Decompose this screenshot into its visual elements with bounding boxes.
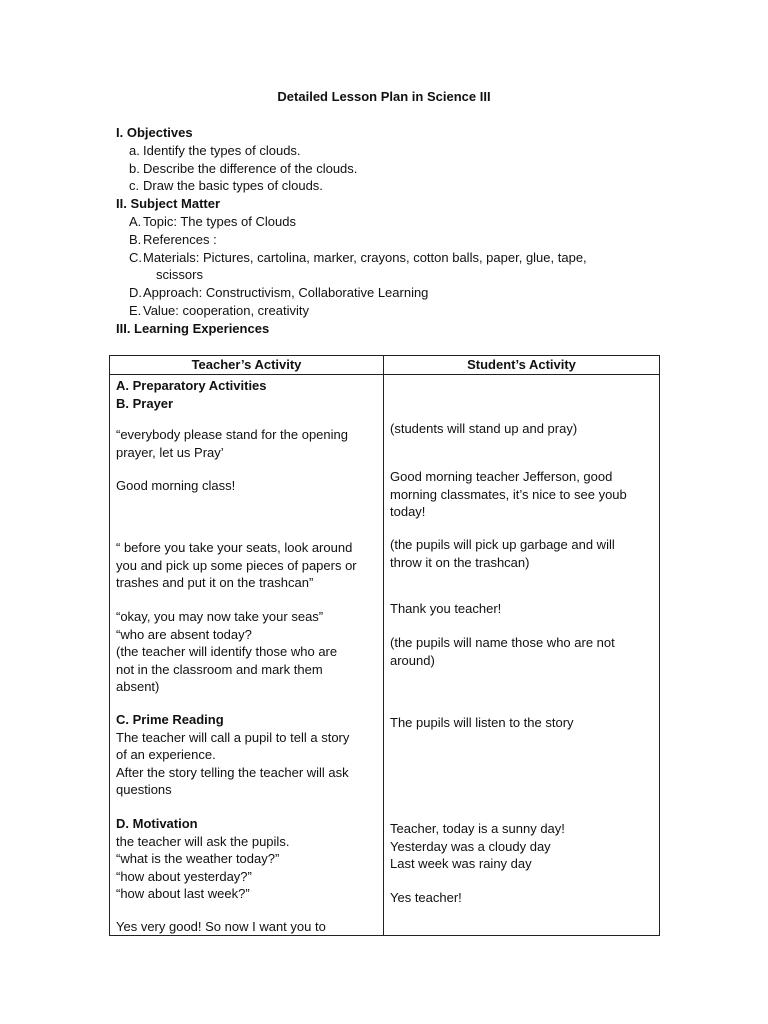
subject-item: [116, 231, 676, 249]
item-label: a.: [129, 142, 140, 158]
student-line: Yesterday was a cloudy day: [390, 838, 551, 854]
student-line: Good morning teacher Jefferson, good: [390, 469, 613, 484]
teacher-line: absent): [116, 679, 160, 695]
student-line: throw it on the trashcan): [390, 554, 530, 570]
item-label: c.: [129, 178, 140, 194]
column-header-student: Student’s Activity: [384, 356, 660, 375]
student-line: Last week was rainy day: [390, 856, 532, 872]
item-text: Value: cooperation, creativity: [143, 302, 309, 318]
teacher-line: “who are absent today?: [116, 626, 252, 642]
student-line: morning classmates, it’s nice to see youb: [390, 486, 627, 502]
student-line: (the pupils will name those who are not: [390, 635, 615, 650]
teacher-line: “everybody please stand for the opening: [116, 427, 348, 442]
student-line: Thank you teacher!: [390, 601, 502, 616]
item-label: A.: [129, 213, 142, 229]
section-heading-learning: III. Learning Experiences: [116, 320, 270, 336]
item-text: Describe the difference of the clouds.: [143, 160, 358, 176]
teacher-line: “how about last week?”: [116, 886, 250, 902]
teacher-line: questions: [116, 782, 172, 798]
objective-item: [116, 142, 676, 160]
student-line: The pupils will listen to the story: [390, 715, 574, 730]
teacher-line: the teacher will ask the pupils.: [116, 833, 290, 849]
section-heading-subject-matter: II. Subject Matter: [116, 196, 221, 212]
item-label: B.: [129, 231, 142, 247]
teacher-line: Yes very good! So now I want you to: [116, 919, 326, 934]
teacher-line: “how about yesterday?”: [116, 868, 252, 884]
item-text: Topic: The types of Clouds: [143, 213, 296, 229]
teacher-line: not in the classroom and mark them: [116, 661, 323, 677]
lesson-outline: [116, 124, 676, 338]
subheading-prime-reading: C. Prime Reading: [116, 712, 224, 727]
teacher-line: of an experience.: [116, 747, 216, 763]
table-header-row: [110, 356, 660, 375]
objective-item: [116, 160, 676, 178]
item-label: D.: [129, 285, 142, 301]
teacher-line: “ before you take your seats, look around: [116, 540, 353, 555]
item-label: E.: [129, 302, 142, 318]
subheading-motivation: D. Motivation: [116, 816, 198, 831]
teacher-line: “what is the weather today?”: [116, 851, 280, 867]
section-heading-objectives: I. Objectives: [116, 125, 193, 140]
table-row: [110, 375, 660, 936]
teacher-line: Good morning class!: [116, 478, 236, 493]
item-label: C.: [129, 249, 142, 265]
student-line: Teacher, today is a sunny day!: [390, 821, 565, 836]
activity-table: [109, 355, 660, 936]
teacher-line: “okay, you may now take your seas”: [116, 609, 324, 624]
teacher-line: prayer, let us Pray’: [116, 444, 224, 460]
teacher-line: The teacher will call a pupil to tell a story: [116, 729, 350, 745]
student-line: (the pupils will pick up garbage and will: [390, 537, 615, 552]
subject-item: [116, 302, 676, 320]
student-line: around): [390, 652, 435, 668]
item-text: Materials: Pictures, cartolina, marker, crayons, cotton balls, paper, glue, tape,: [143, 249, 587, 265]
item-text: References :: [143, 231, 217, 247]
teacher-activity-cell: [110, 375, 384, 936]
item-label: b.: [129, 160, 140, 176]
subject-item: [116, 213, 676, 231]
materials-continuation: scissors: [156, 267, 203, 283]
student-activity-cell: [384, 375, 660, 936]
teacher-line: (the teacher will identify those who are: [116, 644, 338, 660]
student-line: Yes teacher!: [390, 890, 462, 905]
teacher-line: trashes and put it on the trashcan”: [116, 575, 314, 591]
student-line: today!: [390, 504, 426, 520]
teacher-line: you and pick up some pieces of papers or: [116, 557, 357, 573]
student-line: (students will stand up and pray): [390, 421, 578, 436]
subject-item: [116, 284, 676, 302]
item-text: Draw the basic types of clouds.: [143, 178, 323, 194]
teacher-line: After the story telling the teacher will ask: [116, 764, 349, 780]
subheading-prayer: B. Prayer: [116, 395, 174, 411]
item-text: Identify the types of clouds.: [143, 142, 301, 158]
column-header-teacher: Teacher’s Activity: [110, 356, 384, 375]
subject-item: [116, 249, 676, 267]
objective-item: [116, 177, 676, 195]
document-title: Detailed Lesson Plan in Science III: [277, 89, 491, 104]
item-text: Approach: Constructivism, Collaborative Learning: [143, 285, 429, 301]
subheading-preparatory: A. Preparatory Activities: [116, 378, 267, 393]
